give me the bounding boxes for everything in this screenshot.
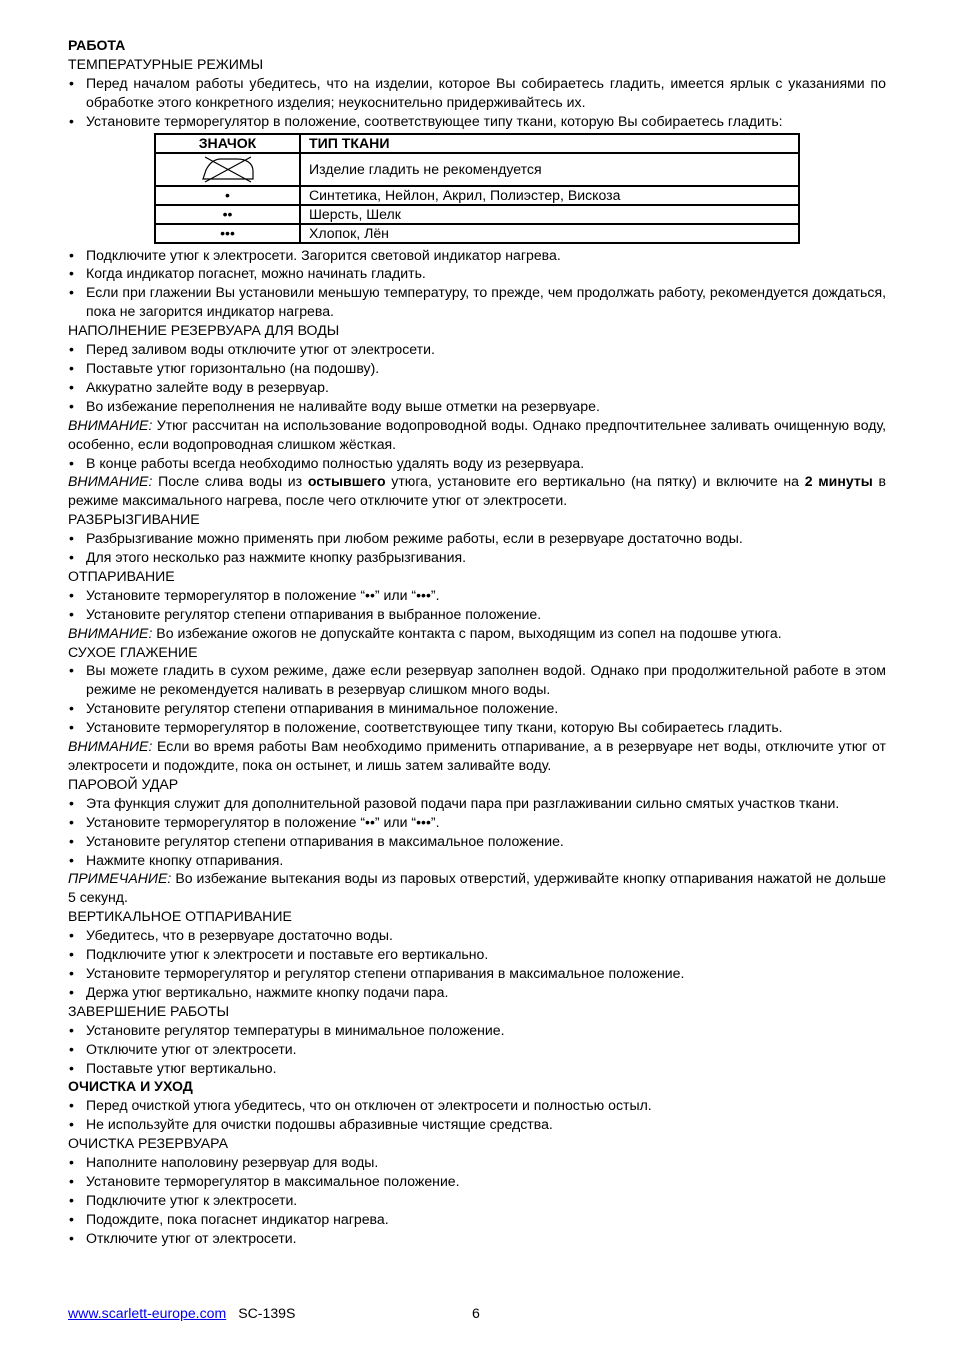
list-item: • Отключите утюг от электросети. [68,1040,886,1059]
note-text: Утюг рассчитан на использование водопроводной воды. Однако предпочтительнее заливать очищенную воду, особенно, если водопроводная слишком жёсткая. [68,416,886,452]
table-header-row [155,134,799,153]
note-label: ПРИМЕЧАНИЕ: [68,870,172,887]
list-item: • Перед началом работы убедитесь, что на изделии, которое Вы собираетесь гладить, имеется ярлык с указаниями по обработке этого конкретного изделия; неукоснительно придерживайтесь их. [68,74,886,112]
table-row [155,186,799,205]
section-fill: НАПОЛНЕНИЕ РЕЗЕРВУАРА ДЛЯ ВОДЫ [68,322,340,339]
section-vertical: ВЕРТИКАЛЬНОЕ ОТПАРИВАНИЕ [68,908,292,925]
fabric-type: Синтетика, Нейлон, Акрил, Полиэстер, Вискоза [300,186,799,205]
list-item: • Во избежание переполнения не наливайте воду выше отметки на резервуаре. [68,397,886,416]
section-temp-modes: ТЕМПЕРАТУРНЫЕ РЕЖИМЫ [68,55,264,72]
list-item: • Держа утюг вертикально, нажмите кнопку подачи пара. [68,983,886,1002]
list-item: • Перед заливом воды отключите утюг от электросети. [68,340,886,359]
note-text: утюга, установите его вертикально (на пятку) и включите на [385,473,805,490]
footer-link[interactable]: www.scarlett-europe.com [68,1305,227,1321]
temp-dots: ••• [155,224,300,243]
list-item: • Установите терморегулятор в положение, соответствующее типу ткани, которую Вы собираетесь гладить: [68,112,886,131]
note-label: ВНИМАНИЕ: [68,738,153,755]
list-item: • Аккуратно залейте воду в резервуар. [68,378,886,397]
list-item: • Наполните наполовину резервуар для воды. [68,1153,886,1172]
list-item: • Установите терморегулятор и регулятор степени отпаривания в максимальное положение. [68,964,886,983]
table-row [155,153,799,186]
no-ironing-icon [197,154,259,184]
list-item: • Установите терморегулятор в максимальное положение. [68,1172,886,1191]
list-item: • Установите терморегулятор в положение “••” или “•••”. [68,586,886,605]
temp-dots: • [155,186,300,205]
note-bold: 2 минуты [804,473,873,490]
page-number: 6 [472,1305,480,1321]
list-item: • Убедитесь, что в резервуаре достаточно воды. [68,926,886,945]
list-item: • Установите регулятор температуры в минимальное положение. [68,1021,886,1040]
list-item: • Отключите утюг от электросети. [68,1229,886,1248]
section-work: РАБОТА [68,37,126,53]
list-item: • Когда индикатор погаснет, можно начинать гладить. [68,264,886,283]
header-type: ТИП ТКАНИ [300,134,799,153]
list-item: • Подключите утюг к электросети и поставьте его вертикально. [68,945,886,964]
section-cleaning: ОЧИСТКА И УХОД [68,1078,193,1095]
note-text: Если во время работы Вам необходимо применить отпаривание, а в резервуаре нет воды, отключите утюг от электросети и подождите, пока он остынет, и лишь затем заливайте воду. [68,738,886,773]
section-finish: ЗАВЕРШЕНИЕ РАБОТЫ [68,1002,230,1019]
list-item: • Установите терморегулятор в положение “••” или “•••”. [68,813,886,832]
list-item: • Не используйте для очистки подошвы абразивные чистящие средства. [68,1115,886,1134]
list-item: • Установите регулятор степени отпаривания в выбранное положение. [68,605,886,624]
note-text: Во избежание вытекания воды из паровых отверстий, удерживайте кнопку отпаривания нажатой не дольше 5 секунд. [68,870,886,906]
note-bold: остывшего [307,473,386,490]
list-item: • Эта функция служит для дополнительной разовой подачи пара при разглаживании сильно смятых участков ткани. [68,794,886,813]
list-item: • Подождите, пока погаснет индикатор нагрева. [68,1210,886,1229]
note-text: После слива воды из [152,473,308,490]
footer-model: SC-139S [238,1305,296,1321]
list-item: • В конце работы всегда необходимо полностью удалять воду из резервуара. [68,454,886,473]
note-label: ВНИМАНИЕ: [68,473,153,490]
fabric-type: Шерсть, Шелк [300,205,799,224]
section-dry: СУХОЕ ГЛАЖЕНИЕ [68,643,198,660]
list-item: • Разбрызгивание можно применять при любом режиме работы, если в резервуаре достаточно воды. [68,529,886,548]
list-item: • Если при глажении Вы установили меньшую температуру, то прежде, чем продолжать работу, рекомендуется дождаться, пока не загорится индикатор нагрева. [68,283,886,321]
list-item: • Вы можете гладить в сухом режиме, даже если резервуар заполнен водой. Однако при продолжительной работе в этом режиме не рекомендуется наливать в резервуар слишком много воды. [68,661,886,699]
fabric-type: Хлопок, Лён [300,224,799,243]
header-icon: ЗНАЧОК [155,134,300,153]
fabric-table [154,133,800,244]
table-row [155,205,799,224]
page-footer [68,1304,886,1322]
list-item: • Нажмите кнопку отпаривания. [68,851,886,870]
list-item: • Подключите утюг к электросети. [68,1191,886,1210]
list-item: • Подключите утюг к электросети. Загорится световой индикатор нагрева. [68,246,886,265]
note-text: Во избежание ожогов не допускайте контакта с паром, выходящим из сопел на подошве утюга. [152,624,782,641]
list-item: • Перед очисткой утюга убедитесь, что он отключен от электросети и полностью остыл. [68,1096,886,1115]
section-burst: ПАРОВОЙ УДАР [68,775,179,792]
section-steam: ОТПАРИВАНИЕ [68,567,175,584]
document-page [68,36,886,1248]
list-item: • Для этого несколько раз нажмите кнопку разбрызгивания. [68,548,886,567]
section-spray: РАЗБРЫЗГИВАНИЕ [68,511,200,528]
note-label: ВНИМАНИЕ: [68,624,153,641]
list-item: • Поставьте утюг горизонтально (на подошву). [68,359,886,378]
no-ironing-cell [155,153,300,186]
note-text: в режиме максимального нагрева, после чего отключите утюг от электросети. [68,473,886,509]
list-item: • Установите терморегулятор в положение, соответствующее типу ткани, которую Вы собираетесь гладить. [68,718,886,737]
list-item: • Поставьте утюг вертикально. [68,1059,886,1078]
section-tank-clean: ОЧИСТКА РЕЗЕРВУАРА [68,1135,229,1152]
list-item: • Установите регулятор степени отпаривания в максимальное положение. [68,832,886,851]
list-item: • Установите регулятор степени отпаривания в минимальное положение. [68,699,886,718]
note [68,737,886,775]
note [68,416,886,454]
fabric-type: Изделие гладить не рекомендуется [300,153,799,186]
temp-dots: •• [155,205,300,224]
note [68,624,886,643]
note-label: ВНИМАНИЕ: [68,416,153,433]
table-row [155,224,799,243]
note [68,472,886,510]
note [68,869,886,907]
